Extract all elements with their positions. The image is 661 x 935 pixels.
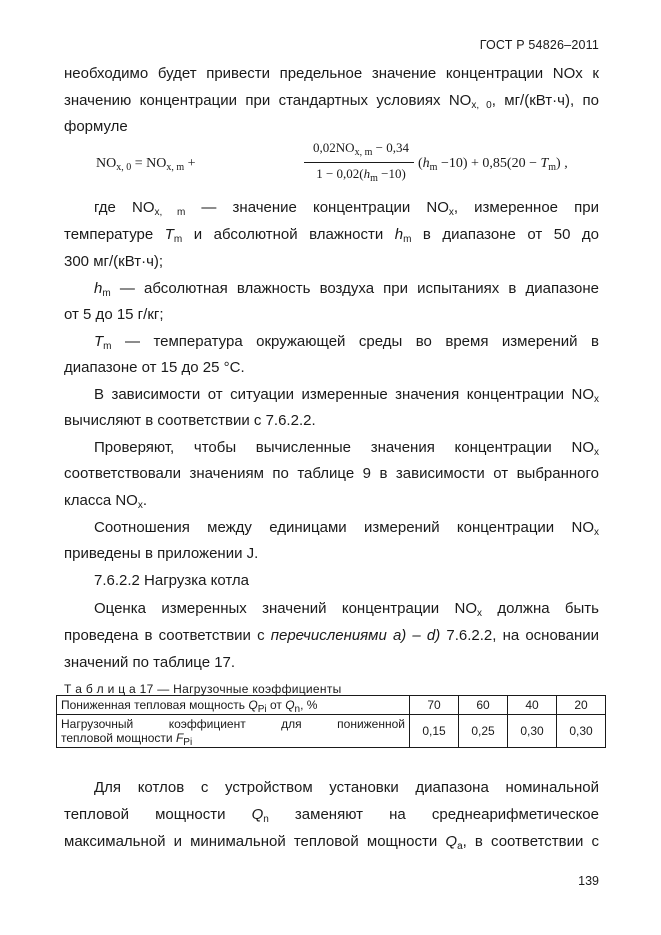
table-cell: 60 [459,696,508,715]
page-number: 139 [578,874,599,888]
table-caption: Т а б л и ц а 17 — Нагрузочные коэффициенты [64,682,342,696]
paragraph-line: В зависимости от ситуации измеренные значения концентрации $NO_x$ [94,386,599,405]
paragraph-line: от 5 до 15 г/кг; [64,306,164,323]
formula-lhs: $NO_{x, 0} = NO_{x, m}$ + [96,156,196,173]
formula-numerator: $0,02NO_{x, m} - 0,34$ [313,140,409,158]
paragraph-line: вычисляют в соответствии с 7.6.2.2. [64,412,316,429]
table-cell: 40 [508,696,557,715]
paragraph-line: проведена в соответствии с перечислениями a) – d) 7.6.2.2, на основании [64,627,599,644]
paragraph-line: значений по таблице 17. [64,654,236,671]
table-cell: 70 [410,696,459,715]
paragraph-line: где $NO_{x, m}$ — значение концентрации $NO_x$, измеренное при [94,199,599,218]
table-cell: 0,25 [459,715,508,748]
paragraph-line: $h_m$ — абсолютная влажность воздуха при испытаниях в диапазоне [94,280,599,299]
formula-rhs: $(h_m -10) + 0,85(20 - T_m)$ , [418,156,568,173]
table-cell: 0,30 [508,715,557,748]
load-coefficient-table [56,695,606,748]
table-cell: 0,30 [557,715,606,748]
paragraph-line: Соотношения между единицами измерений концентрации $NO_x$ [94,519,599,538]
table-row-label: Пониженная тепловая мощность $Q_{Pi}$ от $Q_n$, % [57,696,410,715]
paragraph-line: приведены в приложении J. [64,545,259,562]
paragraph-line: формуле [64,118,128,135]
paragraph-line: Оценка измеренных значений концентрации $NO_x$ должна быть [94,600,599,619]
fraction-bar [304,162,414,163]
paragraph-line: значению концентрации при стандартных условиях $NO_{x, 0}$, мг/(кВт·ч), по [64,92,599,111]
paragraph-line: 300 мг/(кВт·ч); [64,253,164,270]
table-row [57,696,606,715]
paragraph-line: температуре $T_m$ и абсолютной влажности $h_m$ в диапазоне от 50 до [64,226,600,245]
section-heading: 7.6.2.2 Нагрузка котла [94,572,250,589]
table-cell: 0,15 [410,715,459,748]
table-row [57,715,606,748]
table-row-label: Нагрузочный коэффициент для пониженной тепловой мощности $F_{Pi}$ [57,715,410,748]
paragraph-line: соответствовали значениям по таблице 9 в зависимости от выбранного [64,465,599,482]
formula-denominator: $1 - 0,02(h_m -10)$ [316,166,406,184]
paragraph-line: максимальной и минимальной тепловой мощности $Q_a$, в соответствии с [64,833,599,852]
paragraph-line: Для котлов с устройством установки диапазона номинальной [94,779,599,796]
table-cell: 20 [557,696,606,715]
paragraph-line: класса $NO_x$. [64,492,148,511]
nox-correction-formula [96,140,568,192]
paragraph-line: $T_m$ — температура окружающей среды во время измерений в [94,333,599,352]
paragraph-line: Проверяют, чтобы вычисленные значения концентрации $NO_x$ [94,439,599,458]
document-code: ГОСТ Р 54826–2011 [479,38,599,52]
paragraph-line: необходимо будет привести предельное значение концентрации NOx к [64,65,599,82]
paragraph-line: диапазоне от 15 до 25 °C. [64,359,245,376]
paragraph-line: тепловой мощности $Q_n$ заменяют на среднеарифметическое [64,806,599,825]
